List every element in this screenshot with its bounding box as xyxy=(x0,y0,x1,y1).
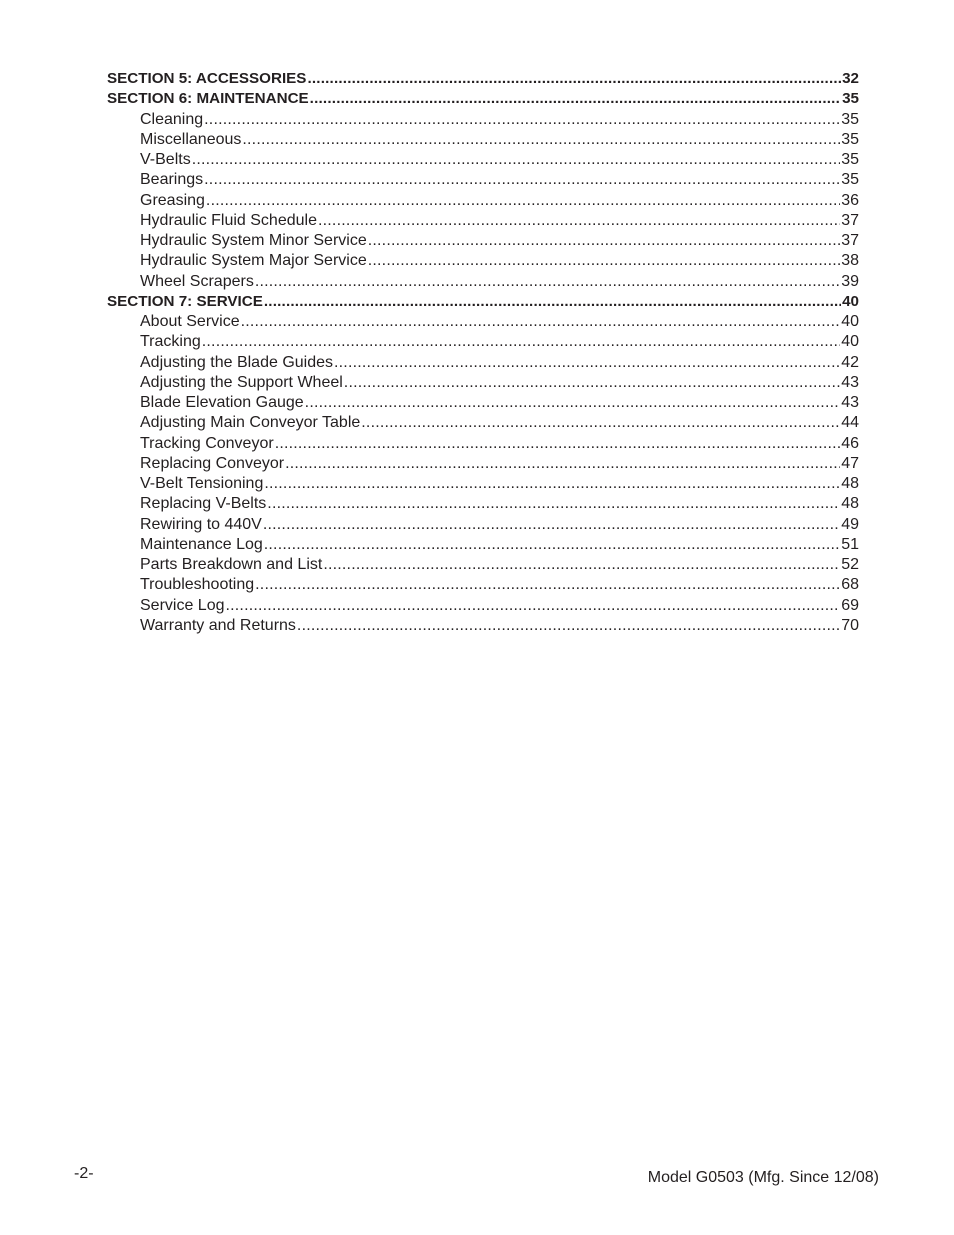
toc-page-number: 49 xyxy=(841,515,859,533)
toc-entry-title: V-Belt Tensioning xyxy=(140,475,264,492)
toc-page-number: 46 xyxy=(841,434,859,452)
toc-page-number: 70 xyxy=(841,616,859,634)
toc-entry-row[interactable] xyxy=(107,353,859,373)
toc-entry-row[interactable] xyxy=(107,454,859,474)
dot-leader xyxy=(264,474,840,494)
toc-entry-title: Hydraulic System Major Service xyxy=(140,252,367,270)
toc-page-number: 35 xyxy=(841,110,859,128)
dot-leader xyxy=(206,191,840,211)
dot-leader xyxy=(368,231,840,251)
toc-entry-title: Warranty and Returns xyxy=(140,616,296,634)
toc-section-row[interactable] xyxy=(107,89,859,109)
dot-leader xyxy=(334,353,840,373)
toc-entry-row[interactable] xyxy=(107,150,859,170)
dot-leader xyxy=(285,454,840,474)
toc-entry-title: Miscellaneous xyxy=(140,130,242,148)
toc-section-title: SECTION 7: SERVICE xyxy=(107,292,263,310)
toc-page-number: 48 xyxy=(841,495,859,513)
toc-entry-row[interactable] xyxy=(107,555,859,575)
toc-entry-title: Troubleshooting xyxy=(140,576,255,594)
toc-entry-row[interactable] xyxy=(107,434,859,454)
toc-page-number: 52 xyxy=(841,556,859,573)
toc-page-number: 47 xyxy=(841,454,859,472)
toc-entry-row[interactable] xyxy=(107,515,859,535)
toc-entry-title: Replacing Conveyor xyxy=(140,454,285,472)
toc-page-number: 40 xyxy=(841,313,859,330)
toc-page-number: 44 xyxy=(841,414,859,432)
toc-entry-row[interactable] xyxy=(107,616,859,636)
toc-page-number: 43 xyxy=(841,394,859,411)
toc-entry-title: Adjusting the Support Wheel xyxy=(140,373,343,391)
toc-entry-row[interactable] xyxy=(107,251,859,271)
dot-leader xyxy=(368,251,840,271)
dot-leader xyxy=(202,332,840,352)
toc-entry-title: Tracking Conveyor xyxy=(140,434,274,452)
toc-section-row[interactable] xyxy=(107,69,859,89)
toc-entry-row[interactable] xyxy=(107,596,859,616)
toc-page-number: 40 xyxy=(842,292,859,310)
table-of-contents xyxy=(107,69,859,636)
toc-entry-title: About Service xyxy=(140,313,240,330)
dot-leader xyxy=(204,170,840,190)
toc-entry-title: Blade Elevation Gauge xyxy=(140,394,304,411)
toc-section-title: SECTION 5: ACCESSORIES xyxy=(107,70,307,87)
toc-page-number: 43 xyxy=(841,373,859,391)
toc-section-title: SECTION 6: MAINTENANCE xyxy=(107,90,309,108)
toc-page-number: 48 xyxy=(841,475,859,492)
toc-entry-title: Wheel Scrapers xyxy=(140,272,254,290)
toc-page-number: 69 xyxy=(841,596,859,614)
toc-page-number: 38 xyxy=(841,252,859,270)
toc-entry-row[interactable] xyxy=(107,474,859,494)
toc-page-number: 36 xyxy=(841,191,859,209)
dot-leader xyxy=(267,494,840,514)
toc-entry-title: Greasing xyxy=(140,191,205,209)
dot-leader xyxy=(192,150,841,170)
dot-leader xyxy=(307,69,841,89)
toc-entry-row[interactable] xyxy=(107,332,859,352)
toc-entry-row[interactable] xyxy=(107,312,859,332)
toc-page-number: 37 xyxy=(841,232,859,249)
dot-leader xyxy=(275,434,841,454)
dot-leader xyxy=(263,515,840,535)
toc-page-number: 51 xyxy=(841,535,859,553)
toc-entry-title: Adjusting Main Conveyor Table xyxy=(140,414,361,432)
toc-entry-row[interactable] xyxy=(107,535,859,555)
toc-entry-title: Bearings xyxy=(140,171,204,189)
toc-page-number: 35 xyxy=(842,90,859,108)
toc-page-number: 42 xyxy=(841,353,859,371)
toc-entry-title: Hydraulic System Minor Service xyxy=(140,232,367,249)
toc-entry-row[interactable] xyxy=(107,191,859,211)
toc-entry-row[interactable] xyxy=(107,393,859,413)
toc-entry-title: Parts Breakdown and List xyxy=(140,556,323,573)
dot-leader xyxy=(310,89,841,109)
toc-page-number: 32 xyxy=(842,70,859,87)
toc-entry-title: Rewiring to 440V xyxy=(140,515,262,533)
toc-entry-row[interactable] xyxy=(107,130,859,150)
page-number: -2- xyxy=(74,1165,94,1182)
dot-leader xyxy=(255,272,840,292)
toc-entry-row[interactable] xyxy=(107,211,859,231)
toc-entry-row[interactable] xyxy=(107,170,859,190)
dot-leader xyxy=(241,312,841,332)
dot-leader xyxy=(226,596,841,616)
dot-leader xyxy=(255,575,840,595)
toc-entry-title: Hydraulic Fluid Schedule xyxy=(140,211,317,229)
toc-entry-row[interactable] xyxy=(107,413,859,433)
toc-page-number: 35 xyxy=(841,130,859,148)
toc-entry-row[interactable] xyxy=(107,494,859,514)
model-footer: Model G0503 (Mfg. Since 12/08) xyxy=(647,1169,879,1186)
dot-leader xyxy=(242,130,840,150)
toc-entry-title: Adjusting the Blade Guides xyxy=(140,353,334,371)
toc-entry-title: V-Belts xyxy=(140,151,191,168)
toc-entry-row[interactable] xyxy=(107,575,859,595)
toc-page-number: 40 xyxy=(841,333,859,351)
dot-leader xyxy=(318,211,840,231)
dot-leader xyxy=(323,555,840,575)
toc-entry-row[interactable] xyxy=(107,272,859,292)
toc-page-number: 35 xyxy=(841,171,859,189)
toc-entry-row[interactable] xyxy=(107,110,859,130)
toc-entry-title: Maintenance Log xyxy=(140,535,263,553)
toc-entry-title: Replacing V-Belts xyxy=(140,495,267,513)
toc-page-number: 39 xyxy=(841,272,859,290)
toc-page-number: 37 xyxy=(841,211,859,229)
dot-leader xyxy=(264,535,840,555)
toc-page-number: 35 xyxy=(841,151,859,168)
toc-entry-row[interactable] xyxy=(107,231,859,251)
dot-leader xyxy=(344,373,840,393)
dot-leader xyxy=(305,393,841,413)
toc-entry-title: Service Log xyxy=(140,596,225,614)
toc-entry-title: Tracking xyxy=(140,333,201,351)
dot-leader xyxy=(264,292,841,312)
toc-entry-row[interactable] xyxy=(107,373,859,393)
toc-entry-title: Cleaning xyxy=(140,110,204,128)
dot-leader xyxy=(297,616,840,636)
dot-leader xyxy=(361,413,840,433)
dot-leader xyxy=(204,110,840,130)
toc-section-row[interactable] xyxy=(107,292,859,312)
toc-page-number: 68 xyxy=(841,576,859,594)
